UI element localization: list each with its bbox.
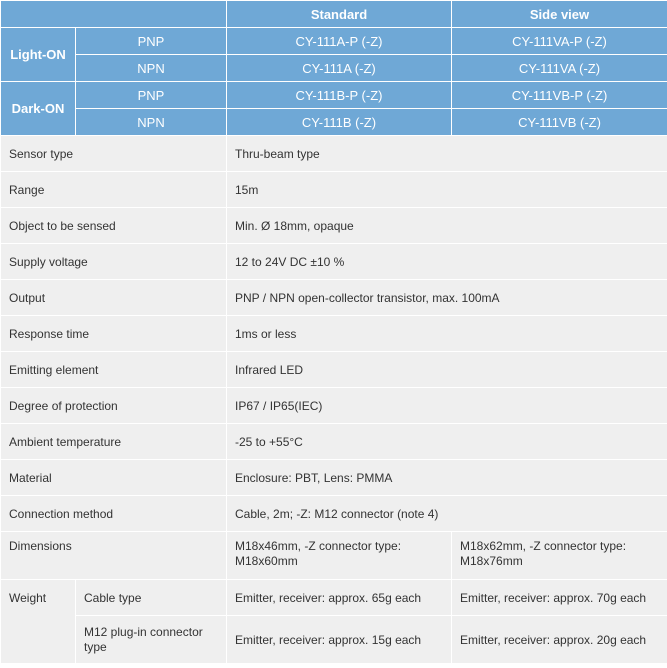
model-row [1, 109, 667, 136]
spec-row [1, 352, 667, 388]
model-row [1, 55, 667, 82]
spec-label: Degree of protection [1, 388, 227, 424]
spec-row [1, 136, 667, 172]
model-side-view: CY-111VB (-Z) [452, 109, 667, 136]
spec-value: Min. Ø 18mm, opaque [227, 208, 667, 244]
header-row [1, 1, 667, 28]
weight-row [1, 580, 667, 616]
weight-row [1, 616, 667, 664]
spec-row [1, 244, 667, 280]
spec-label: Object to be sensed [1, 208, 227, 244]
dimensions-standard: M18x46mm, -Z connector type: M18x60mm [227, 532, 452, 580]
spec-row [1, 208, 667, 244]
spec-label: Weight [1, 580, 76, 664]
weight-side-view: Emitter, receiver: approx. 20g each [452, 616, 667, 664]
dimensions-side-view: M18x62mm, -Z connector type: M18x76mm [452, 532, 667, 580]
weight-standard: Emitter, receiver: approx. 65g each [227, 580, 452, 616]
output-type: NPN [76, 55, 227, 82]
spec-row [1, 496, 667, 532]
spec-value: Cable, 2m; -Z: M12 connector (note 4) [227, 496, 667, 532]
model-side-view: CY-111VA-P (-Z) [452, 28, 667, 55]
spec-label: Connection method [1, 496, 227, 532]
model-row [1, 82, 667, 109]
spec-label: Range [1, 172, 227, 208]
spec-label: Supply voltage [1, 244, 227, 280]
spec-row [1, 460, 667, 496]
model-standard: CY-111A (-Z) [227, 55, 452, 82]
spec-label: Response time [1, 316, 227, 352]
spec-value: Enclosure: PBT, Lens: PMMA [227, 460, 667, 496]
spec-value: Infrared LED [227, 352, 667, 388]
weight-standard: Emitter, receiver: approx. 15g each [227, 616, 452, 664]
spec-label: Output [1, 280, 227, 316]
output-type: PNP [76, 82, 227, 109]
spec-row [1, 316, 667, 352]
spec-label: Dimensions [1, 532, 227, 580]
corner-cell [1, 1, 227, 28]
spec-value: PNP / NPN open-collector transistor, max. 100mA [227, 280, 667, 316]
spec-row [1, 424, 667, 460]
spec-label: Material [1, 460, 227, 496]
column-header-standard: Standard [227, 1, 452, 28]
model-standard: CY-111B-P (-Z) [227, 82, 452, 109]
output-type: PNP [76, 28, 227, 55]
spec-value: -25 to +55°C [227, 424, 667, 460]
spec-value: Thru-beam type [227, 136, 667, 172]
spec-row [1, 172, 667, 208]
spec-value: 15m [227, 172, 667, 208]
model-side-view: CY-111VA (-Z) [452, 55, 667, 82]
weight-type: M12 plug-in connector type [76, 616, 227, 664]
group-label-light-on: Light-ON [1, 28, 76, 82]
dimensions-row [1, 532, 667, 580]
weight-type: Cable type [76, 580, 227, 616]
spec-value: 1ms or less [227, 316, 667, 352]
output-type: NPN [76, 109, 227, 136]
model-row [1, 28, 667, 55]
spec-label: Ambient temperature [1, 424, 227, 460]
spec-value: 12 to 24V DC ±10 % [227, 244, 667, 280]
spec-row [1, 280, 667, 316]
model-standard: CY-111B (-Z) [227, 109, 452, 136]
spec-row [1, 388, 667, 424]
spec-value: IP67 / IP65(IEC) [227, 388, 667, 424]
model-side-view: CY-111VB-P (-Z) [452, 82, 667, 109]
weight-side-view: Emitter, receiver: approx. 70g each [452, 580, 667, 616]
spec-label: Emitting element [1, 352, 227, 388]
group-label-dark-on: Dark-ON [1, 82, 76, 136]
spec-label: Sensor type [1, 136, 227, 172]
column-header-side-view: Side view [452, 1, 667, 28]
model-standard: CY-111A-P (-Z) [227, 28, 452, 55]
